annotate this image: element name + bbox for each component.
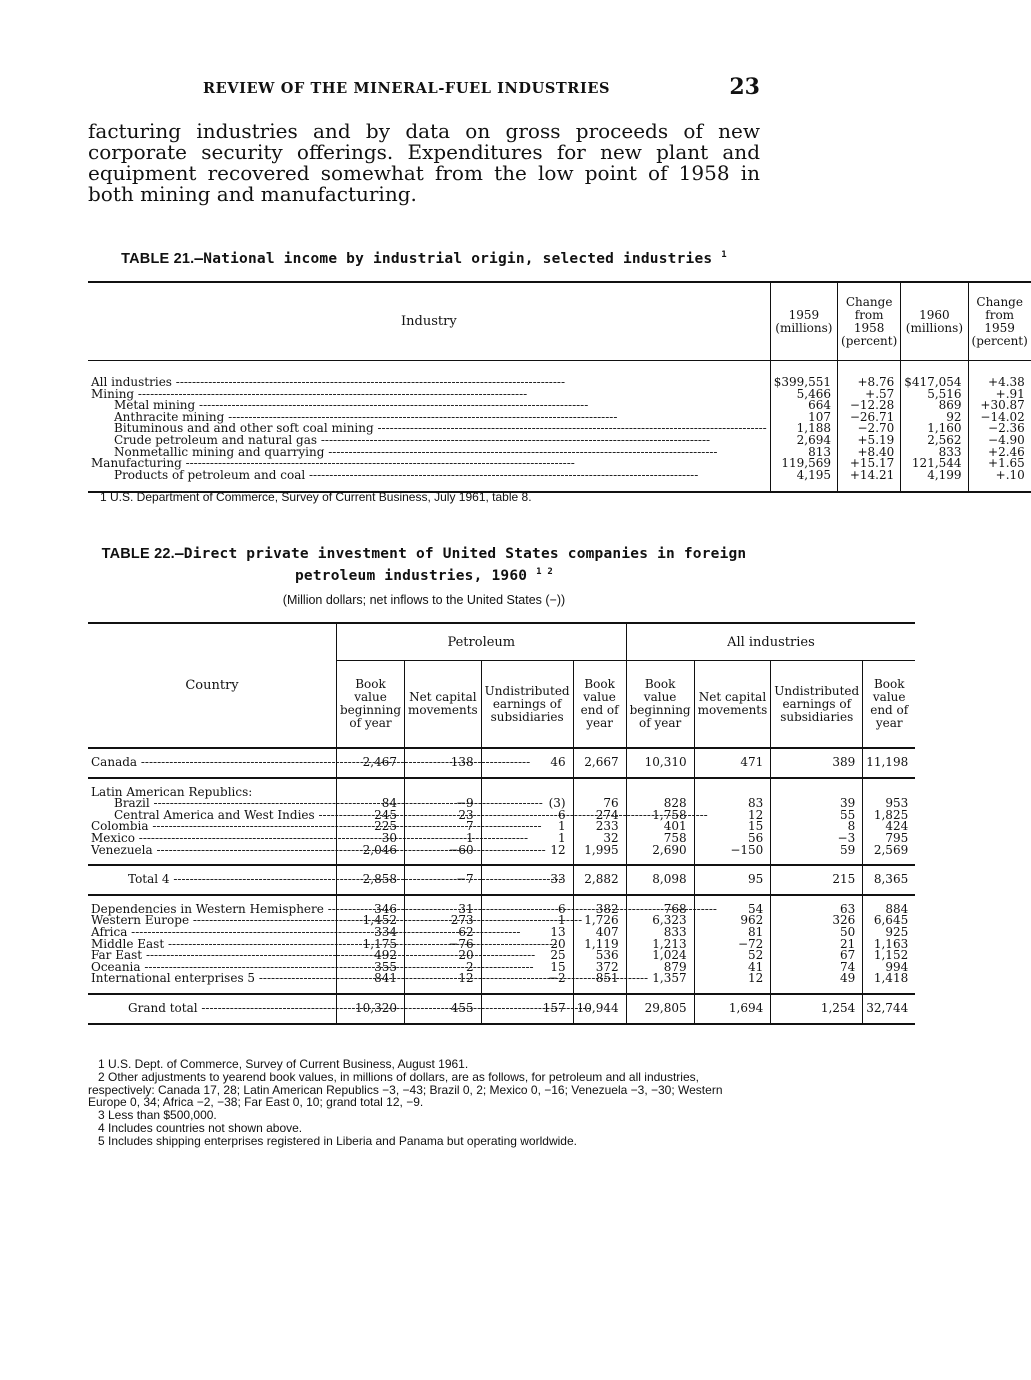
table22-cell-value: 12	[481, 845, 573, 866]
table21-cell-1960: 869	[901, 400, 968, 412]
table21-cell-1959: 107	[770, 412, 837, 424]
table22-cell-value: 2,046	[337, 845, 405, 866]
table22-cell-value: 20	[481, 939, 573, 951]
table21-cell-1959: 5,466	[770, 389, 837, 401]
table22-cell-value	[694, 778, 771, 799]
table21-cell-industry: All industries -----	[88, 361, 770, 389]
table22-cell-value: 52	[694, 950, 771, 962]
table21-cell-industry: Mining -----	[88, 389, 770, 401]
table22-header-petroleum-book-begin: Book value beginning of year	[337, 661, 405, 749]
table22-header-petroleum-book-end: Book value end of year	[573, 661, 626, 749]
table21-cell-industry: Manufacturing -----	[88, 458, 770, 470]
table22-cell-country: Africa -----	[88, 927, 337, 939]
table21-cell-industry: Anthracite mining -----	[88, 412, 770, 424]
table22-cell-value: −72	[694, 939, 771, 951]
table21-cell-change-1958: −26.71	[838, 412, 901, 424]
table22-cell-value: 455	[405, 994, 482, 1024]
table22-cell-value: 225	[337, 821, 405, 833]
table22-cell-country: Oceania -----	[88, 962, 337, 974]
table22-row	[88, 895, 915, 916]
table22-cell-value: 953	[863, 798, 916, 810]
table22-cell-value: 1,213	[626, 939, 694, 951]
table22-cell-value: 1,175	[337, 939, 405, 951]
table22-cell-value: 29,805	[626, 994, 694, 1024]
table21-cell-1960: 121,544	[901, 458, 968, 470]
table22-cell-value: 74	[771, 962, 863, 974]
table21-header-1959: 1959 (millions)	[770, 282, 837, 361]
table21-cell-industry: Crude petroleum and natural gas -----	[88, 435, 770, 447]
table22-title: —Direct private investment of United States companies in foreign petroleum industries, 1960	[174, 546, 747, 584]
table22-cell-value: −60	[405, 845, 482, 866]
table21-cell-1960: $417,054	[901, 361, 968, 389]
table22-header-country: Country	[88, 623, 337, 748]
table22-cell-value: 6	[481, 895, 573, 916]
table22-cell-value: 273	[405, 915, 482, 927]
table21-cell-change-1959: +2.46	[968, 447, 1031, 459]
table22-cell-value: 2,667	[573, 748, 626, 778]
table22-cell-value: 1,254	[771, 994, 863, 1024]
table21-cell-change-1958: +15.17	[838, 458, 901, 470]
table21-header-1960: 1960 (millions)	[901, 282, 968, 361]
table22-cell-value: 6,645	[863, 915, 916, 927]
table22-cell-value: 1,825	[863, 810, 916, 822]
table22-cell-value	[573, 778, 626, 799]
table22-cell-value: 138	[405, 748, 482, 778]
table21	[88, 281, 1031, 493]
table22-cell-value: 1	[481, 915, 573, 927]
table22-cell-value: 6	[481, 810, 573, 822]
table21-cell-change-1958: +14.21	[838, 470, 901, 493]
table22-cell-value: −150	[694, 845, 771, 866]
table22-footnote: 3 Less than $500,000.	[98, 1108, 217, 1123]
table22-cell-value: 25	[481, 950, 573, 962]
table22-cell-country: Dependencies in Western Hemisphere -----	[88, 895, 337, 916]
table22-cell-value: 1,119	[573, 939, 626, 951]
table22-cell-country: Venezuela -----	[88, 845, 337, 866]
table22-cell-value: 8,365	[863, 865, 916, 895]
table22-cell-value: 11,198	[863, 748, 916, 778]
table21-cell-1959: $399,551	[770, 361, 837, 389]
table22-cell-value: 20	[405, 950, 482, 962]
table22-cell-value: 67	[771, 950, 863, 962]
table22-group-header-row	[88, 623, 915, 661]
table22-footnote: 4 Includes countries not shown above.	[98, 1120, 303, 1135]
table22-cell-value: 76	[573, 798, 626, 810]
table22-cell-country: Middle East -----	[88, 939, 337, 951]
table21-row	[88, 361, 1031, 389]
table22-cell-value: 2,569	[863, 845, 916, 866]
table22-cell-value: 536	[573, 950, 626, 962]
table22	[88, 622, 915, 1025]
table21-cell-1959: 813	[770, 447, 837, 459]
table22-row	[88, 748, 915, 778]
table22-label: TABLE 22.	[101, 546, 175, 562]
table22-cell-value	[405, 778, 482, 799]
table22-cell-value: 994	[863, 962, 916, 974]
table22-cell-value: 46	[481, 748, 573, 778]
table22-header-all-book-begin: Book value beginning of year	[626, 661, 694, 749]
table22-cell-country: Colombia -----	[88, 821, 337, 833]
table21-cell-change-1958: +8.40	[838, 447, 901, 459]
table21-cell-1959: 119,569	[770, 458, 837, 470]
table22-cell-value: 8	[771, 821, 863, 833]
table22-title-note: 1 2	[536, 567, 553, 577]
table21-cell-1960: 833	[901, 447, 968, 459]
intro-paragraph: facturing industries and by data on gross proceeds of new corporate security offerings. Expenditures for new plant and equipment recovered somewhat from the low point of 1958 in both mining and manufacturing.	[88, 119, 760, 206]
table22-row	[88, 845, 915, 866]
table21-cell-change-1958: −2.70	[838, 423, 901, 435]
table22-cell-value: 851	[573, 973, 626, 994]
table21-header-industry: Industry	[88, 282, 770, 361]
table22-cell-value: 23	[405, 810, 482, 822]
table22-cell-value: 8,098	[626, 865, 694, 895]
table22-cell-value: 56	[694, 833, 771, 845]
table22-cell-value: 63	[771, 895, 863, 916]
table22-cell-value: 39	[771, 798, 863, 810]
table21-cell-change-1959: −4.90	[968, 435, 1031, 447]
table22-cell-value: 274	[573, 810, 626, 822]
table22-row	[88, 973, 915, 994]
table22-cell-value: 50	[771, 927, 863, 939]
table22-cell-value: 1,758	[626, 810, 694, 822]
table22-cell-value: 884	[863, 895, 916, 916]
table22-cell-value: 389	[771, 748, 863, 778]
table21-cell-1959: 4,195	[770, 470, 837, 493]
table21-cell-change-1958: +.57	[838, 389, 901, 401]
table22-cell-country: International enterprises 5 -----	[88, 973, 337, 994]
table22-body	[88, 748, 915, 1024]
table22-cell-value: 15	[694, 821, 771, 833]
table22-cell-value: 1,163	[863, 939, 916, 951]
table22-cell-value: 1,024	[626, 950, 694, 962]
table22-cell-value: 83	[694, 798, 771, 810]
table22-cell-value: 84	[337, 798, 405, 810]
table22-cell-value: 41	[694, 962, 771, 974]
table22-cell-value: 10,310	[626, 748, 694, 778]
table22-cell-value: 95	[694, 865, 771, 895]
table22-cell-country: Canada -----	[88, 748, 337, 778]
table21-cell-change-1958: −12.28	[838, 400, 901, 412]
table22-cell-value: 2,882	[573, 865, 626, 895]
table22-cell-value: 1	[405, 833, 482, 845]
table22-total-row	[88, 865, 915, 895]
table21-cell-1959: 1,188	[770, 423, 837, 435]
table22-cell-value: 334	[337, 927, 405, 939]
table22-cell-value: 833	[626, 927, 694, 939]
table22-cell-value: 1,452	[337, 915, 405, 927]
table21-caption	[88, 250, 760, 267]
table22-row	[88, 778, 915, 799]
table22-cell-value: (3)	[481, 798, 573, 810]
table22-cell-value: 32,744	[863, 994, 916, 1024]
table21-header-row	[88, 282, 1031, 361]
table22-group-all-industries: All industries	[626, 623, 915, 661]
table22-cell-value: 30	[337, 833, 405, 845]
table22-cell-value: 1,726	[573, 915, 626, 927]
table22-cell-value: 21	[771, 939, 863, 951]
table21-title-note: 1	[721, 250, 727, 260]
table22-cell-value	[863, 778, 916, 799]
table21-cell-change-1959: +.10	[968, 470, 1031, 493]
table21-cell-1960: 1,160	[901, 423, 968, 435]
table22-cell-value: 55	[771, 810, 863, 822]
table22-header-all-undistributed: Undistributed earnings of subsidiaries	[771, 661, 863, 749]
table21-cell-change-1959: +.91	[968, 389, 1031, 401]
table22-cell-value: 879	[626, 962, 694, 974]
table21-cell-1960: 92	[901, 412, 968, 424]
table22-header-all-net-capital: Net capital movements	[694, 661, 771, 749]
table22-cell-value: 492	[337, 950, 405, 962]
table21-cell-1960: 4,199	[901, 470, 968, 493]
table22-total-row	[88, 994, 915, 1024]
running-title: REVIEW OF THE MINERAL-FUEL INDUSTRIES	[203, 80, 611, 97]
table22-cell-value: 1	[481, 821, 573, 833]
table21-cell-industry: Nonmetallic mining and quarrying -----	[88, 447, 770, 459]
table21-cell-change-1958: +5.19	[838, 435, 901, 447]
table22-cell-value: 841	[337, 973, 405, 994]
table22-cell-value: 401	[626, 821, 694, 833]
table22-cell-value	[337, 778, 405, 799]
table22-header-petroleum-undistributed: Undistributed earnings of subsidiaries	[481, 661, 573, 749]
table22-cell-value: 59	[771, 845, 863, 866]
table21-cell-change-1959: −14.02	[968, 412, 1031, 424]
table22-subtitle: (Million dollars; net inflows to the United States (−))	[282, 593, 566, 607]
table22-cell-value: 32	[573, 833, 626, 845]
table22-cell-value: 2	[405, 962, 482, 974]
table22-caption	[88, 545, 760, 585]
table22-footnote: 2 Other adjustments to yearend book values, in millions of dollars, are as follows, for petroleum and all industries, respectively: Canada 17, 28; Latin American Republics −3, −43; Brazil 0, 2; Mexico 0, −16; Venezuela −3, −30; Western Europe 0, 34; Africa −2, −38; Far East 0, 10; grand total 12, −9.	[88, 1069, 723, 1110]
table22-cell-country: Far East -----	[88, 950, 337, 962]
table22-cell-value: 10,320	[337, 994, 405, 1024]
table22-cell-value: 31	[405, 895, 482, 916]
table22-cell-value: 12	[405, 973, 482, 994]
table22-cell-country: Total 4 -----	[88, 865, 337, 895]
table21-label: TABLE 21.	[121, 250, 195, 267]
table21-header-change-1959: Change from 1959 (percent)	[968, 282, 1031, 361]
table22-cell-value: −76	[405, 939, 482, 951]
table22-cell-value: 49	[771, 973, 863, 994]
table22-footnote: 5 Includes shipping enterprises registered in Liberia and Panama but operating worldwide.	[98, 1133, 577, 1148]
table21-body	[88, 361, 1031, 493]
table22-cell-value: 407	[573, 927, 626, 939]
table22-cell-value: 1,694	[694, 994, 771, 1024]
table21-cell-industry: Metal mining -----	[88, 400, 770, 412]
table22-cell-value: 33	[481, 865, 573, 895]
table21-cell-industry: Bituminous and and other soft coal mining -----	[88, 423, 770, 435]
table22-cell-value: 758	[626, 833, 694, 845]
table21-row	[88, 470, 1031, 493]
table21-cell-change-1959: −2.36	[968, 423, 1031, 435]
table21-cell-industry: Products of petroleum and coal -----	[88, 470, 770, 493]
table22-header-all-book-end: Book value end of year	[863, 661, 916, 749]
table22-footnotes	[88, 1058, 764, 1148]
page-number: 23	[729, 74, 760, 100]
table22-cell-value: 372	[573, 962, 626, 974]
table22-cell-value: 795	[863, 833, 916, 845]
table22-cell-value: 828	[626, 798, 694, 810]
table22-cell-value: 925	[863, 927, 916, 939]
table22-cell-value	[771, 778, 863, 799]
table21-cell-1960: 2,562	[901, 435, 968, 447]
table22-cell-value: 1,418	[863, 973, 916, 994]
table21-cell-1959: 2,694	[770, 435, 837, 447]
table22-footnote: 1 U.S. Dept. of Commerce, Survey of Current Business, August 1961.	[98, 1057, 469, 1071]
table21-title: —National income by industrial origin, selected industries	[194, 250, 713, 267]
table21-cell-change-1958: +8.76	[838, 361, 901, 389]
table22-cell-value: 1,152	[863, 950, 916, 962]
table22-cell-country: Grand total -----	[88, 994, 337, 1024]
table22-cell-value: 1,357	[626, 973, 694, 994]
table22-cell-value: 768	[626, 895, 694, 916]
table21-footnote: 1 U.S. Department of Commerce, Survey of Current Business, July 1961, table 8.	[100, 490, 532, 504]
table22-cell-value: 1	[481, 833, 573, 845]
table21-header-change-1958: Change from 1958 (percent)	[838, 282, 901, 361]
table22-cell-value: 382	[573, 895, 626, 916]
table22-cell-country: Central America and West Indies -----	[88, 810, 337, 822]
table22-cell-value	[626, 778, 694, 799]
table22-cell-value: 326	[771, 915, 863, 927]
table22-cell-value: 12	[694, 810, 771, 822]
table22-cell-value: 346	[337, 895, 405, 916]
table22-cell-value: 471	[694, 748, 771, 778]
table22-cell-value: 2,467	[337, 748, 405, 778]
table22-cell-value: 10,944	[573, 994, 626, 1024]
table22-cell-value: 54	[694, 895, 771, 916]
table22-cell-value: 13	[481, 927, 573, 939]
table22-cell-value: 424	[863, 821, 916, 833]
table22-cell-value: 215	[771, 865, 863, 895]
table22-cell-value: 62	[405, 927, 482, 939]
table22-cell-value: 1,995	[573, 845, 626, 866]
table22-cell-country: Western Europe -----	[88, 915, 337, 927]
running-head	[88, 76, 760, 102]
table22-cell-country: Latin American Republics:	[88, 778, 337, 799]
table22-cell-value: −7	[405, 865, 482, 895]
table21-cell-change-1959: +1.65	[968, 458, 1031, 470]
table22-cell-value: 245	[337, 810, 405, 822]
table22-cell-value: −2	[481, 973, 573, 994]
table22-cell-value: 6,323	[626, 915, 694, 927]
table22-cell-value: 2,690	[626, 845, 694, 866]
table21-cell-change-1959: +30.87	[968, 400, 1031, 412]
table22-cell-value: 15	[481, 962, 573, 974]
table22-cell-value: 355	[337, 962, 405, 974]
table21-cell-change-1959: +4.38	[968, 361, 1031, 389]
table22-cell-value: −9	[405, 798, 482, 810]
table22-cell-value: 962	[694, 915, 771, 927]
table22-cell-value: 81	[694, 927, 771, 939]
table21-cell-1959: 664	[770, 400, 837, 412]
table22-cell-value: 233	[573, 821, 626, 833]
table22-cell-country: Brazil -----	[88, 798, 337, 810]
table22-cell-country: Mexico -----	[88, 833, 337, 845]
table22-cell-value	[481, 778, 573, 799]
table22-header-petroleum-net-capital: Net capital movements	[405, 661, 482, 749]
table22-cell-value: −3	[771, 833, 863, 845]
table22-group-petroleum: Petroleum	[337, 623, 627, 661]
table22-cell-value: 2,858	[337, 865, 405, 895]
table22-cell-value: 157	[481, 994, 573, 1024]
table21-cell-1960: 5,516	[901, 389, 968, 401]
table22-cell-value: 12	[694, 973, 771, 994]
table22-cell-value: 7	[405, 821, 482, 833]
